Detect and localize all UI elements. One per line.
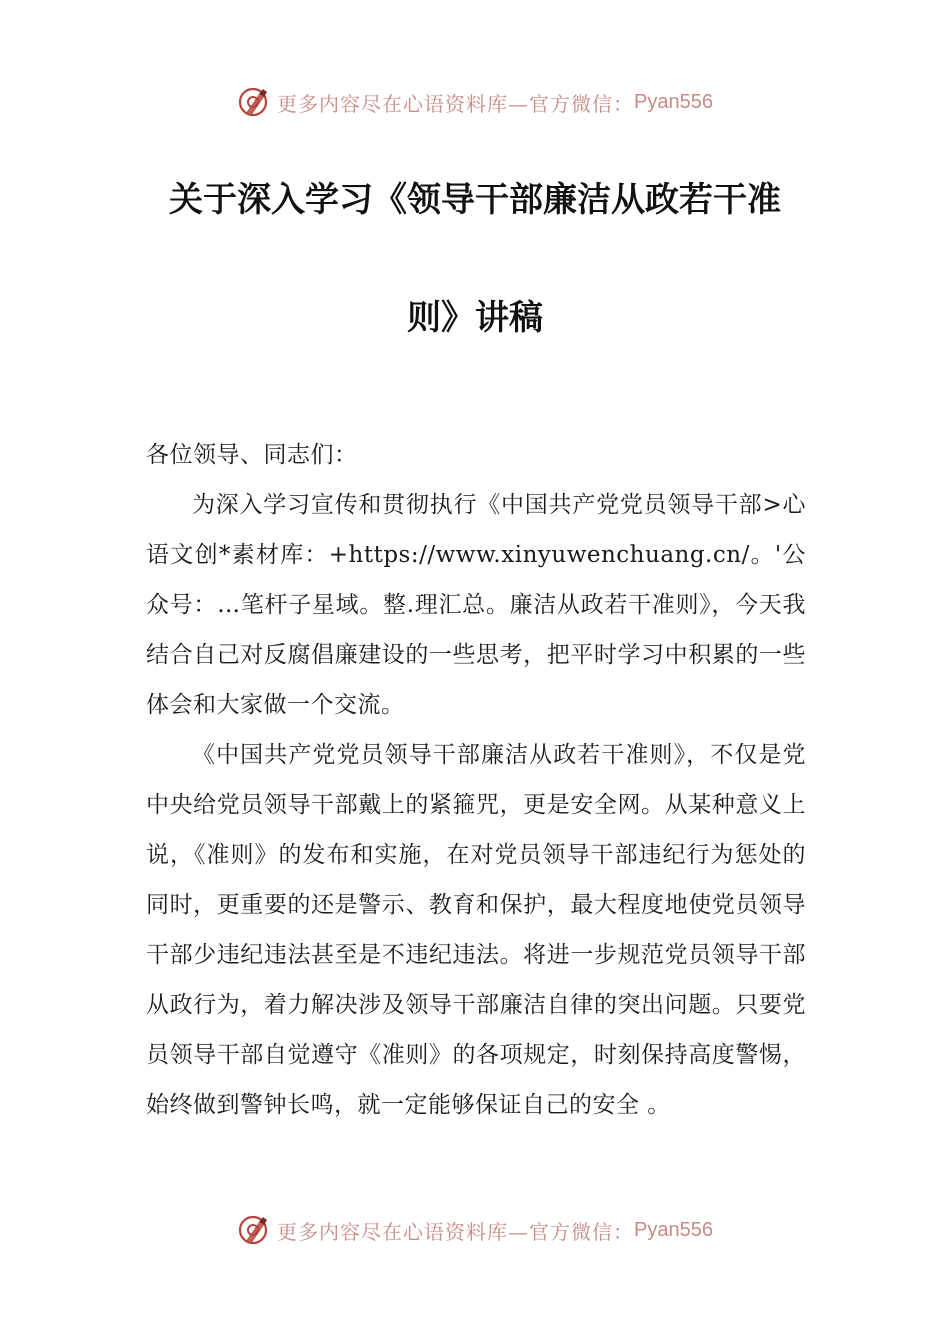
banner-wechat-id: Pyan556 xyxy=(634,90,713,113)
footer-watermark-banner xyxy=(0,1210,950,1250)
salutation: 各位领导、同志们： xyxy=(146,442,358,468)
paragraph: 《中国共产党党员领导干部廉洁从政若干准则》，不仅是党中央给党员领导干部戴上的紧箍咒，更是安全网。从某种意义上说，《准则》的发布和实施，在对党员领导干部违纪行为惩处的同时，更重要的还是警示、教育和保护，最大程度地使党员领导干部少违纪违法甚至是不违纪违法。将进一步规范党员领导干部从政行为，着力解决涉及领导干部廉洁自律的突出问题。只要党员领导干部自觉遵守《准则》的各项规定，时刻保持高度警惕，始终做到警钟长鸣，就一定能够保证自己的安全 。 xyxy=(146,742,806,1118)
document-title-line-2: 则》讲稿 xyxy=(407,298,543,338)
paragraph: 为深入学习宣传和贯彻执行《中国共产党党员领导干部>心语文创*素材库：+https://www.xinyuwenchuang.cn/。'公众号：…笔杆子星域。整.理汇总。廉洁从政若干准则》，今天我结合自己对反腐倡廉建设的一些思考，把平时学习中积累的一些体会和大家做一个交流。 xyxy=(146,492,806,718)
pen-nib-logo-icon xyxy=(237,1213,271,1247)
document-title-line-1: 关于深入学习《领导干部廉洁从政若干准 xyxy=(169,180,781,220)
banner-text: 更多内容尽在心语资料库—官方微信： xyxy=(277,1219,635,1244)
banner-text: 更多内容尽在心语资料库—官方微信： xyxy=(277,91,635,116)
document-body xyxy=(146,430,806,1130)
banner-wechat-id: Pyan556 xyxy=(634,1218,713,1241)
header-watermark-banner xyxy=(0,82,950,122)
pen-nib-logo-icon xyxy=(237,85,271,119)
